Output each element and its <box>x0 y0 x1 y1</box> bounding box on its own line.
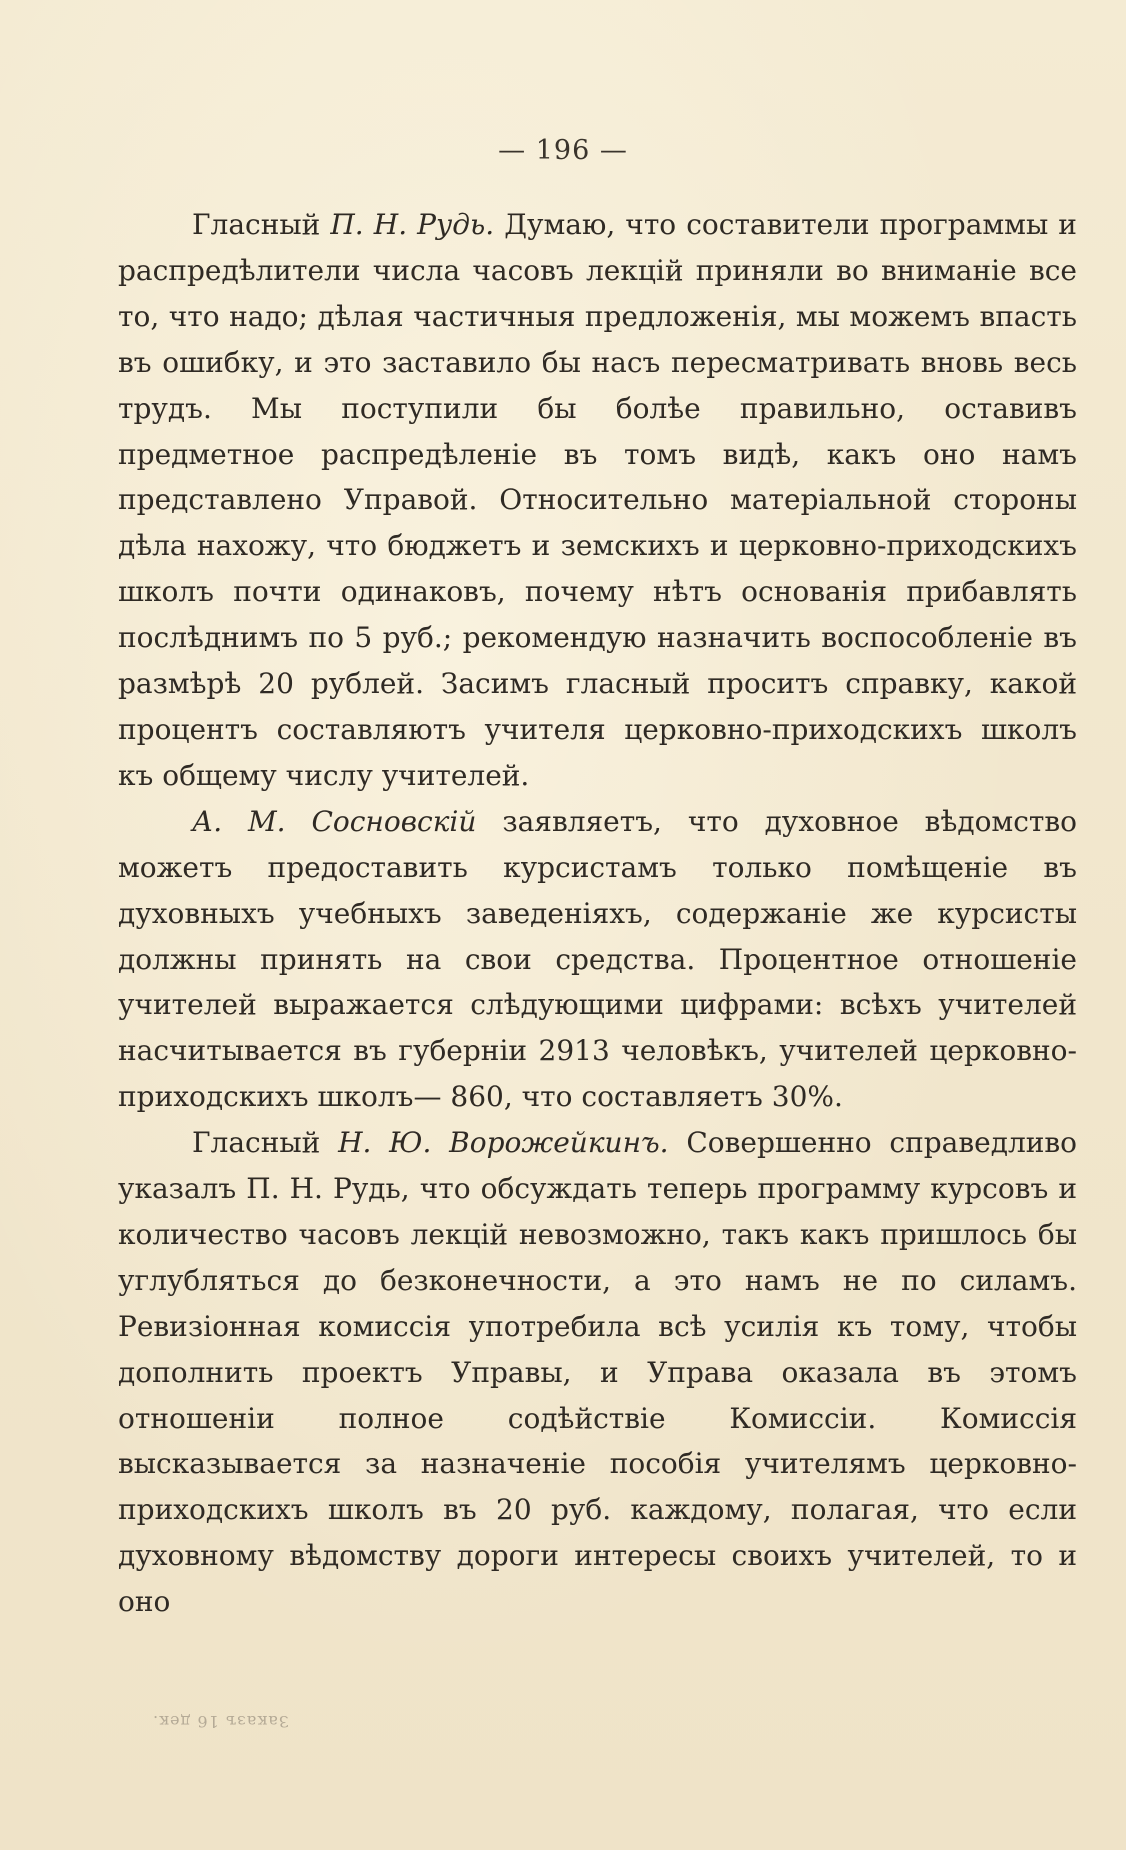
speaker-name: Н. Ю. Ворожейкинъ. <box>338 1126 669 1160</box>
speaker-title: Гласный <box>192 208 321 241</box>
paragraph-sosnovsky <box>118 799 1077 1120</box>
paragraph-text: Думаю, что составители программы и распредѣлители числа часовъ лекцій приняли во вниманіе все то, что надо; дѣлая частичныя предложенія, мы можемъ впасть въ ошибку, и это заставило бы насъ пересматривать вновь весь трудъ. Мы поступили бы болѣе правильно, оставивъ предметное распредѣленіе въ томъ видѣ, какъ оно намъ представлено Управой. Относительно матеріальной стороны дѣла нахожу, что бюджетъ и земскихъ и церковно-приходскихъ школъ почти одинаковъ, почему нѣтъ основанія прибавлять послѣднимъ по 5 руб.; рекомендую назначить воспособленіе въ размѣрѣ 20 рублей. Засимъ гласный проситъ справку, какой процентъ составляютъ учителя церковно-приходскихъ школъ къ общему числу учителей. <box>118 208 1077 792</box>
paragraph-rud <box>118 202 1077 799</box>
paragraph-text: Совершенно справедливо указалъ П. Н. Рудь, что обсуждать теперь программу курсовъ и количество часовъ лекцій невозможно, такъ какъ пришлось бы углубляться до безконечности, а это намъ не по силамъ. Ревизіонная комиссія употребила всѣ усилія къ тому, чтобы дополнить проектъ Управы, и Управа оказала въ этомъ отношеніи полное содѣйствіе Комиссіи. Комиссія высказывается за назначеніе пособія учителямъ церковно-приходскихъ школъ въ 20 руб. каждому, полагая, что если духовному вѣдомству дороги интересы своихъ учителей, то и оно <box>118 1126 1078 1619</box>
speaker-title: Гласный <box>192 1126 321 1160</box>
body-text <box>118 202 1077 1625</box>
printer-signature-mark: Заказъ 16 дек. <box>152 1712 289 1731</box>
paragraph-text: заявляетъ, что духовное вѣдомство можетъ предоставить курсистамъ только помѣщеніе въ духовныхъ учебныхъ заведеніяхъ, содержаніе же курсисты должны принять на свои средства. Процентное отношеніе учителей выражается слѣдующими цифрами: всѣхъ учителей насчитывается въ губерніи 2913 человѣкъ, учителей церковно-приходскихъ школъ— 860, что составляетъ 30%. <box>118 804 1077 1114</box>
paragraph-vorozheikin <box>118 1120 1077 1625</box>
page-number: — 196 — <box>498 135 628 166</box>
speaker-name: П. Н. Рудь. <box>330 208 495 241</box>
speaker-name: А. М. Сосновскій <box>192 804 477 838</box>
